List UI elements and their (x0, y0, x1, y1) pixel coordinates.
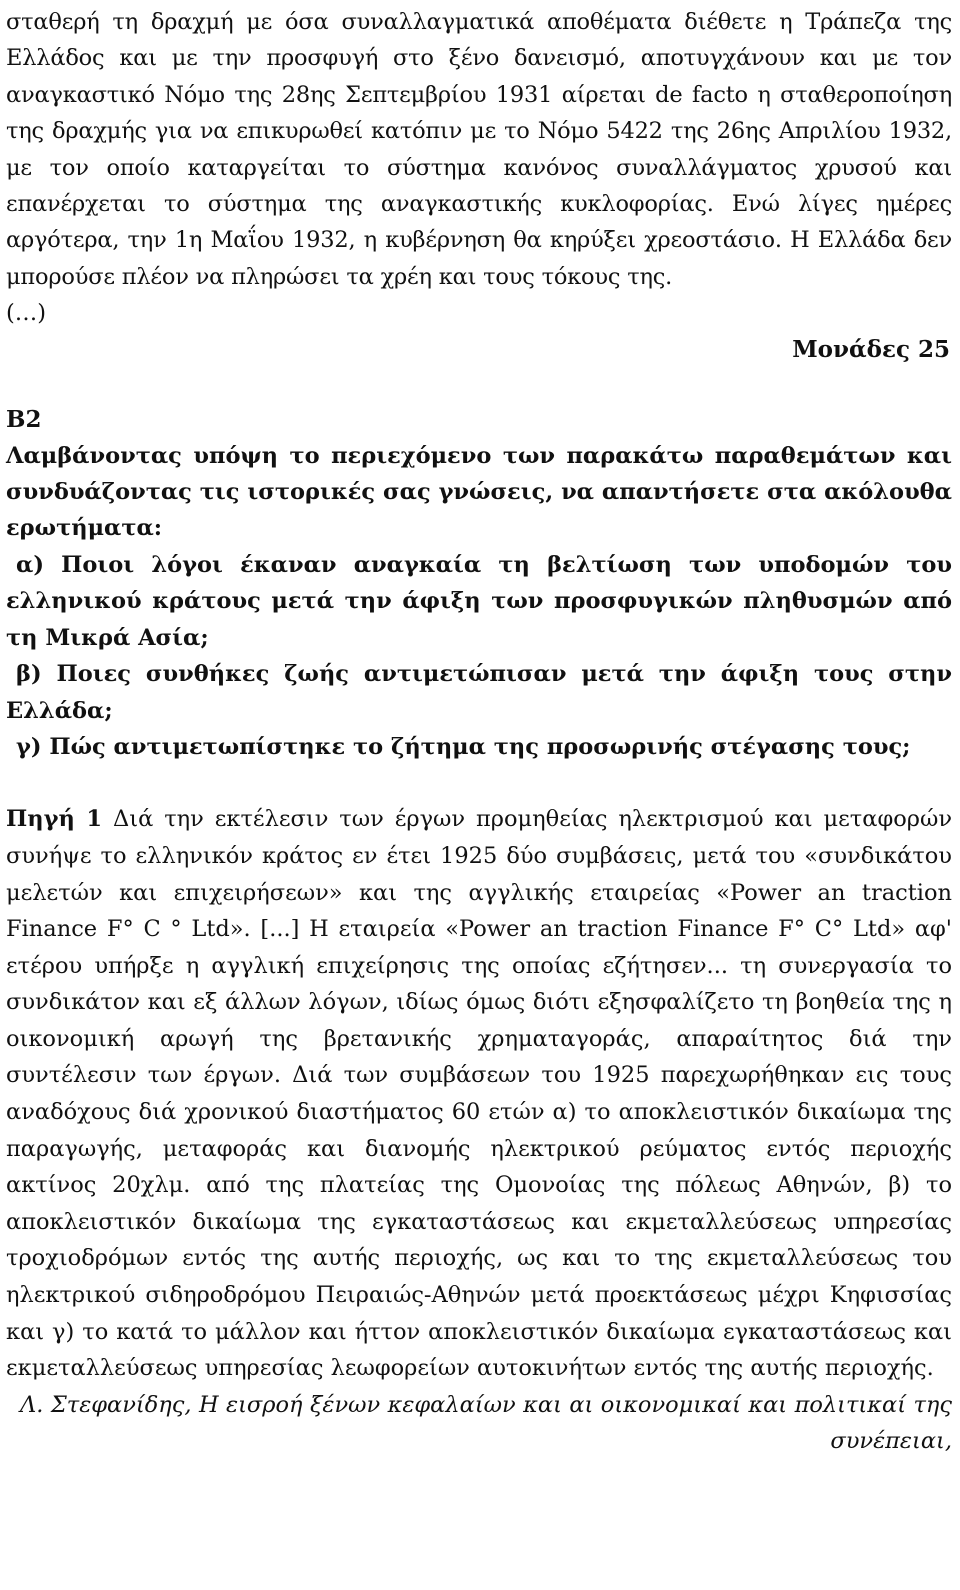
question-b-text: β) Ποιες συνθήκες ζωής αντιμετώπισαν μετά την άφιξη τους στην Ελλάδα; (6, 661, 952, 724)
b2-instruction: Λαμβάνοντας υπόψη το περιεχόμενο των παρακάτω παραθεμάτων και συνδυάζοντας τις ιστορικές σας γνώσεις, να απαντήσετε στα ακόλουθα ερωτήματα: (6, 442, 952, 542)
source-1-label: Πηγή 1 (6, 806, 103, 833)
question-b (6, 656, 952, 729)
question-a (6, 547, 952, 656)
document-page (6, 4, 952, 1460)
section-heading-b2: Β2 (6, 405, 42, 433)
question-a-text: α) Ποιοι λόγοι έκαναν αναγκαία τη βελτίωση των υποδομών του ελληνικού κράτους μετά την άφιξη των προσφυγικών πληθυσμών από τη Μικρά Ασία; (6, 551, 952, 651)
source-1-citation: Λ. Στεφανίδης, Η εισροή ξένων κεφαλαίων και αι οικονομικαί και πολιτικαί της συνέπειαι, (20, 1391, 952, 1455)
question-c-text: γ) Πώς αντιμετωπίστηκε το ζήτημα της προσωρινής στέγασης τους; (16, 733, 911, 760)
points-label: Μονάδες 25 (792, 335, 950, 363)
intro-ellipsis: (…) (6, 300, 47, 327)
intro-paragraph: σταθερή τη δραχμή με όσα συναλλαγματικά αποθέματα διέθετε η Τράπεζα της Ελλάδος και με την προσφυγή στο ξένο δανεισμό, αποτυγχάνουν και με τον αναγκαστικό Νόμο της 28ης Σεπτεμβρίου 1931 αίρεται de facto η σταθεροποίηση της δραχμής για να επικυρωθεί κατόπιν με το Νόμο 5422 της 26ης Απριλίου 1932, με τον οποίο καταργείται το σύστημα κανόνος συναλλάγματος χρυσού και επανέρχεται το σύστημα της αναγκαστικής κυκλοφορίας. Ενώ λίγες ημέρες αργότερα, την 1η Μαΐου 1932, η κυβέρνηση θα κηρύξει χρεοστάσιο. Η Ελλάδα δεν μπορούσε πλέον να πληρώσει τα χρέη και τους τόκους της. (6, 9, 952, 290)
question-c (6, 729, 952, 765)
source-1-paragraph (6, 801, 952, 1387)
source-1-text: Διά την εκτέλεσιν των έργων προμηθείας ηλεκτρισμού και μεταφορών συνήψε το ελληνικόν κράτος εν έτει 1925 δύο συμβάσεις, μετά του «συνδικάτου μελετών και επιχειρήσεων» και της αγγλικής εταιρείας «Power an traction Finance F° C ° Ltd». [...] Η εταιρεία «Power an traction Finance F° C° Ltd» αφ' ετέρου υπήρξε η αγγλική επιχείρησις της οποίας εζήτησεν... τη συνεργασία το συνδικάτον και εξ άλλων λόγων, ιδίως όμως διότι εξησφαλίζετο τη βοηθεία της η οικονομική αρωγή της βρετανικής χρηματαγοράς, απαραίτητος διά την συντέλεσιν των έργων. Διά των συμβάσεων του 1925 παρεχωρήθηκαν εις τους αναδόχους διά χρονικού διαστήματος 60 ετών α) το αποκλειστικόν δικαίωμα της παραγωγής, μεταφοράς και διανομής ηλεκτρικού ρεύματος εντός περιοχής ακτίνος 20χλμ. από της πλατείας της Ομονοίας της πόλεως Αθηνών, β) το αποκλειστικόν δικαίωμα της εγκαταστάσεως και εκμεταλλεύσεως υπηρεσίας τροχιοδρόμων εντός της αυτής περιοχής, ως και το της εκμεταλλεύσεως του ηλεκτρικού σιδηροδρόμου Πειραιώς-Αθηνών μετά προεκτάσεως μέχρι Κηφισσίας και γ) το κατά το μάλλον και ήττον αποκλειστικόν δικαίωμα εγκαταστάσεως και εκμεταλλεύσεως υπηρεσίας λεωφορείων αυτοκινήτων εντός της αυτής περιοχής. (6, 806, 952, 1382)
